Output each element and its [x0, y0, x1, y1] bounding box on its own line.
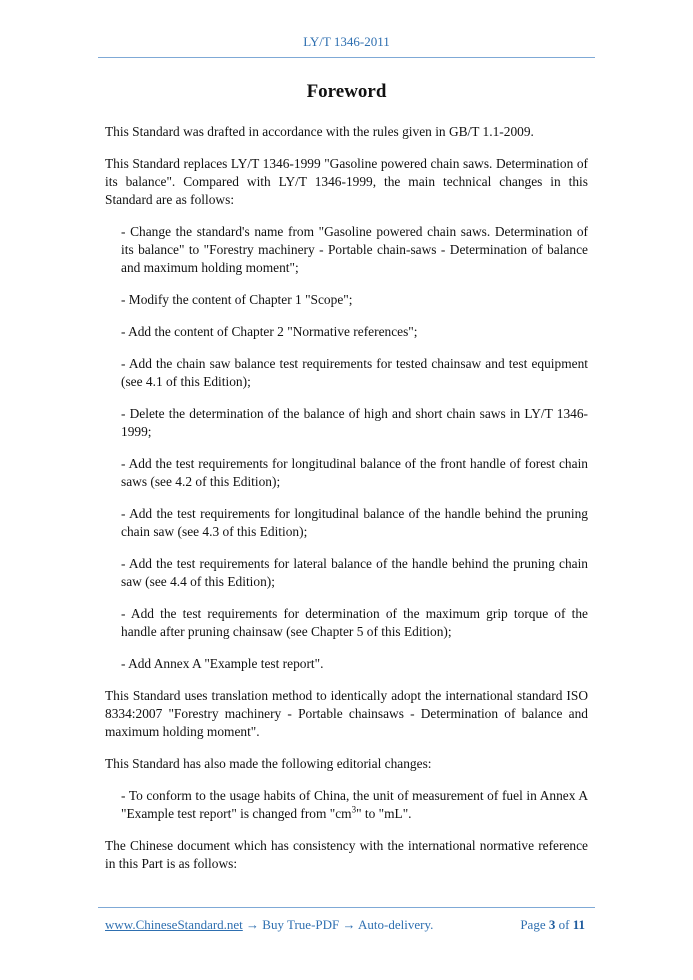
of-label: of	[558, 917, 570, 932]
arrow-icon: →	[342, 917, 356, 932]
superscript-three: 3	[351, 804, 357, 815]
running-header: LY/T 1346-2011	[303, 34, 390, 49]
change-item: - Add the test requirements for longitudinal balance of the front handle of forest chain saws (see 4.2 of this Edition);	[121, 456, 588, 489]
site-link[interactable]: www.ChineseStandard.net	[105, 917, 243, 932]
footer-links	[105, 917, 433, 933]
editorial-text-after: " to "mL".	[356, 806, 412, 821]
editorial-text-before: - To conform to the usage habits of China, the unit of measurement of fuel in Annex A "Example test report" is changed from "cm	[121, 788, 588, 821]
change-item: - Add the test requirements for lateral balance of the handle behind the pruning chain saw (see 4.4 of this Edition);	[121, 556, 588, 589]
change-item: - Add the chain saw balance test requirements for tested chainsaw and test equipment (see 4.1 of this Edition);	[121, 356, 588, 389]
page-number	[520, 917, 585, 933]
change-item: - Add Annex A "Example test report".	[121, 656, 324, 671]
change-item: - Add the test requirements for determination of the maximum grip torque of the handle after pruning chainsaw (see Chapter 5 of this Edition);	[121, 606, 588, 639]
paragraph-drafting-rules: This Standard was drafted in accordance with the rules given in GB/T 1.1-2009.	[105, 124, 534, 139]
change-item: - Delete the determination of the balance of high and short chain saws in LY/T 1346-1999;	[121, 406, 588, 439]
change-item: - Change the standard's name from "Gasoline powered chain saws. Determination of its balance" to "Forestry machinery - Portable chain-saws - Determination of balance and maximum holding moment";	[121, 224, 588, 275]
buy-pdf-link[interactable]: Buy True-PDF	[262, 917, 340, 932]
change-item: - Add the test requirements for longitudinal balance of the handle behind the pruning chain saw (see 4.3 of this Edition);	[121, 506, 588, 539]
current-page: 3	[548, 917, 556, 932]
paragraph-replaces: This Standard replaces LY/T 1346-1999 "Gasoline powered chain saws. Determination of its balance". Compared with LY/T 1346-1999, the main technical changes in this Standard are as follows:	[105, 156, 588, 207]
footer-divider	[98, 907, 595, 908]
editorial-item	[121, 787, 588, 823]
page-label: Page	[520, 917, 546, 932]
change-item: - Add the content of Chapter 2 "Normative references";	[121, 324, 418, 339]
paragraph-editorial-intro: This Standard has also made the following editorial changes:	[105, 756, 432, 771]
auto-delivery-text: Auto-delivery.	[358, 917, 434, 932]
page-title: Foreword	[306, 81, 387, 102]
paragraph-consistency: The Chinese document which has consistency with the international normative reference in this Part is as follows:	[105, 838, 588, 871]
arrow-icon: →	[246, 917, 260, 932]
paragraph-adoption: This Standard uses translation method to identically adopt the international standard ISO 8334:2007 "Forestry machinery - Portable chainsaws - Determination of balance and maximum holding moment".	[105, 688, 588, 739]
change-item: - Modify the content of Chapter 1 "Scope";	[121, 292, 353, 307]
document-body	[105, 123, 588, 887]
total-pages: 11	[572, 917, 585, 932]
header-divider	[98, 57, 595, 58]
